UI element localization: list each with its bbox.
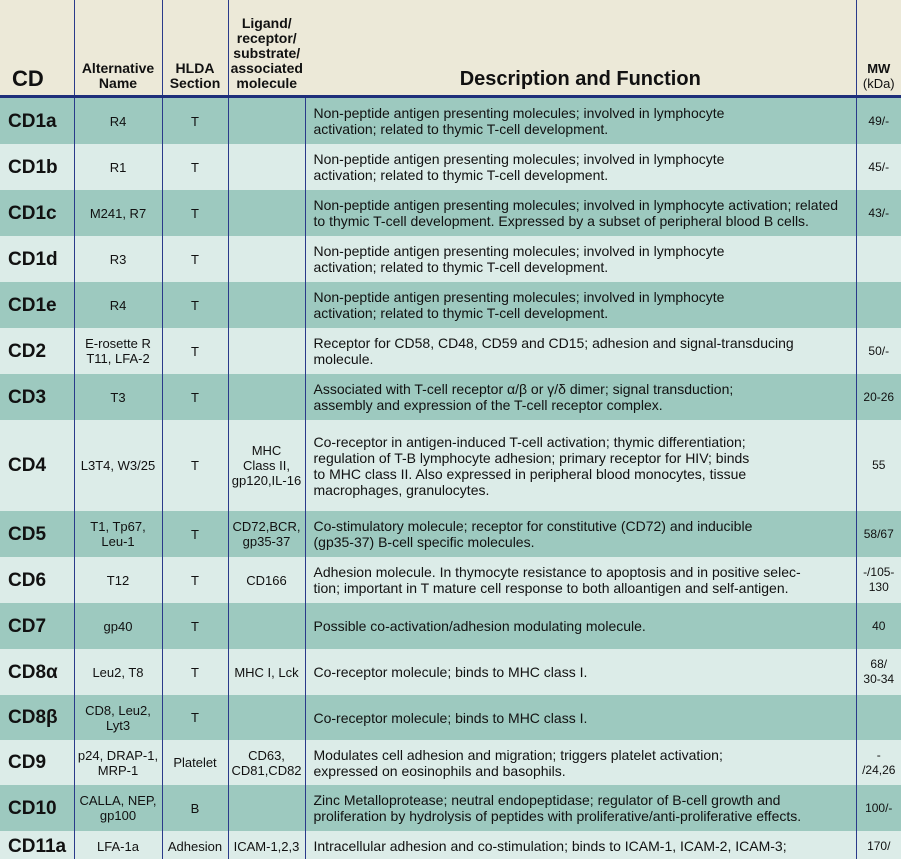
ligand-cell bbox=[228, 420, 305, 511]
header-cd: CD bbox=[0, 0, 74, 97]
header-mw bbox=[856, 0, 901, 97]
description-line: activation; related to thymic T-cell development. bbox=[313, 305, 609, 321]
ligand-cell bbox=[228, 374, 305, 420]
mw-cell bbox=[856, 374, 901, 420]
description-cell bbox=[305, 557, 856, 603]
header-description: Description and Function bbox=[305, 0, 856, 97]
cd-cell: CD1b bbox=[0, 144, 74, 190]
alternative-name-cell bbox=[74, 374, 162, 420]
alternative-name-line: T1, Tp67, bbox=[90, 519, 146, 534]
mw-line: 100/- bbox=[865, 800, 893, 815]
description-line: macrophages, granulocytes. bbox=[313, 481, 490, 498]
hlda-section-cell: T bbox=[162, 374, 228, 420]
cd-cell: CD1a bbox=[0, 97, 74, 145]
table-row bbox=[0, 97, 901, 145]
description-line: Non-peptide antigen presenting molecules; involved in lymphocyte bbox=[313, 243, 725, 259]
ligand-cell bbox=[228, 511, 305, 557]
mw-line: 49/- bbox=[868, 113, 890, 128]
alternative-name-line: R4 bbox=[109, 113, 127, 129]
ligand-cell bbox=[228, 236, 305, 282]
description-line: Co-receptor molecule; binds to MHC class I. bbox=[313, 709, 588, 726]
hlda-section-cell: T bbox=[162, 236, 228, 282]
mw-cell bbox=[856, 511, 901, 557]
description-cell bbox=[305, 785, 856, 831]
description-line: assembly and expression of the T-cell receptor complex. bbox=[313, 397, 663, 413]
alternative-name-cell bbox=[74, 557, 162, 603]
description-cell bbox=[305, 649, 856, 695]
hlda-section-cell: T bbox=[162, 695, 228, 740]
header-line: Name bbox=[98, 75, 138, 91]
ligand-cell bbox=[228, 831, 305, 859]
alternative-name-cell bbox=[74, 695, 162, 740]
description-line: Receptor for CD58, CD48, CD59 and CD15; adhesion and signal-transducing bbox=[313, 335, 794, 351]
mw-line: 170/ bbox=[867, 838, 891, 853]
header-line: molecule bbox=[236, 75, 298, 91]
ligand-line: CD81,CD82 bbox=[231, 762, 302, 778]
ligand-cell bbox=[228, 328, 305, 374]
ligand-line: CD63, bbox=[248, 747, 285, 763]
mw-line: 55 bbox=[872, 458, 886, 472]
ligand-cell bbox=[228, 557, 305, 603]
alternative-name-line: M241, R7 bbox=[89, 205, 147, 221]
mw-line: 130 bbox=[868, 580, 889, 594]
mw-cell bbox=[856, 557, 901, 603]
mw-line: -/105- bbox=[863, 565, 895, 579]
cd-cell: CD1c bbox=[0, 190, 74, 236]
alternative-name-line: E-rosette R bbox=[85, 336, 151, 351]
description-line: Intracellular adhesion and co-stimulation; binds to ICAM-1, ICAM-2, ICAM-3; bbox=[313, 838, 787, 854]
alternative-name-cell bbox=[74, 190, 162, 236]
ligand-cell bbox=[228, 740, 305, 785]
header-alternative-name bbox=[74, 0, 162, 97]
header-hlda-section bbox=[162, 0, 228, 97]
hlda-section-cell: T bbox=[162, 144, 228, 190]
cd-cell: CD8α bbox=[0, 649, 74, 695]
description-cell bbox=[305, 282, 856, 328]
mw-cell bbox=[856, 649, 901, 695]
alternative-name-line: gp100 bbox=[99, 808, 137, 823]
table-row bbox=[0, 557, 901, 603]
description-line: Possible co-activation/adhesion modulating molecule. bbox=[313, 618, 646, 634]
description-line: Modulates cell adhesion and migration; triggers platelet activation; bbox=[313, 746, 723, 763]
description-line: activation; related to thymic T-cell development. bbox=[313, 167, 609, 183]
ligand-cell bbox=[228, 97, 305, 145]
alternative-name-line: Lyt3 bbox=[105, 717, 131, 733]
table-row bbox=[0, 740, 901, 785]
cd-cell: CD10 bbox=[0, 785, 74, 831]
ligand-cell bbox=[228, 282, 305, 328]
cd-cell: CD4 bbox=[0, 420, 74, 511]
description-cell bbox=[305, 511, 856, 557]
alternative-name-line: R3 bbox=[109, 251, 127, 267]
description-cell bbox=[305, 328, 856, 374]
cd-cell: CD2 bbox=[0, 328, 74, 374]
mw-cell bbox=[856, 695, 901, 740]
hlda-section-cell: Adhesion bbox=[162, 831, 228, 859]
description-line: to MHC class II. Also expressed in peripheral blood monocytes, tissue bbox=[313, 465, 747, 482]
alternative-name-cell bbox=[74, 236, 162, 282]
alternative-name-line: Leu-1 bbox=[101, 534, 135, 549]
cd-cell: CD7 bbox=[0, 603, 74, 649]
alternative-name-cell bbox=[74, 144, 162, 190]
description-line: Co-stimulatory molecule; receptor for constitutive (CD72) and inducible bbox=[313, 518, 753, 534]
alternative-name-line: T3 bbox=[110, 389, 126, 405]
description-cell bbox=[305, 190, 856, 236]
description-line: Non-peptide antigen presenting molecules; involved in lymphocyte bbox=[313, 151, 725, 167]
table-row bbox=[0, 144, 901, 190]
alternative-name-line: CD8, Leu2, bbox=[85, 702, 151, 718]
ligand-cell bbox=[228, 144, 305, 190]
mw-cell bbox=[856, 190, 901, 236]
alternative-name-line: T11, LFA-2 bbox=[86, 351, 150, 366]
alternative-name-line: R4 bbox=[109, 297, 127, 313]
alternative-name-line: gp40 bbox=[103, 618, 133, 634]
description-cell bbox=[305, 144, 856, 190]
table-row bbox=[0, 785, 901, 831]
table-row bbox=[0, 603, 901, 649]
cd-cell: CD1e bbox=[0, 282, 74, 328]
table-row bbox=[0, 420, 901, 511]
ligand-line: MHC I, Lck bbox=[234, 664, 299, 680]
description-line: to thymic T-cell development. Expressed by a subset of peripheral blood B cells. bbox=[313, 213, 809, 229]
alternative-name-line: p24, DRAP-1, bbox=[77, 747, 159, 763]
description-line: regulation of T-B lymphocyte adhesion; primary receptor for HIV; binds bbox=[313, 449, 750, 466]
header-line: Ligand/ bbox=[241, 15, 292, 31]
alternative-name-line: R1 bbox=[109, 159, 127, 175]
mw-cell bbox=[856, 740, 901, 785]
ligand-cell bbox=[228, 649, 305, 695]
description-line: Non-peptide antigen presenting molecules; involved in lymphocyte bbox=[313, 105, 725, 121]
description-line: Associated with T-cell receptor α/β or γ/δ dimer; signal transduction; bbox=[313, 381, 734, 397]
header-ligand bbox=[228, 0, 305, 97]
cd-cell: CD6 bbox=[0, 557, 74, 603]
table-body bbox=[0, 97, 901, 859]
alternative-name-line: L3T4, W3/25 bbox=[80, 458, 156, 473]
description-line: Zinc Metalloprotease; neutral endopeptidase; regulator of B-cell growth and bbox=[313, 792, 781, 808]
alternative-name-line: T12 bbox=[106, 572, 130, 588]
mw-line: 20-26 bbox=[863, 389, 895, 404]
description-cell bbox=[305, 603, 856, 649]
mw-line: - bbox=[876, 747, 881, 762]
hlda-section-cell: B bbox=[162, 785, 228, 831]
cd-cell: CD5 bbox=[0, 511, 74, 557]
mw-line: 68/ bbox=[870, 657, 888, 671]
alternative-name-cell bbox=[74, 97, 162, 145]
hlda-section-cell: T bbox=[162, 97, 228, 145]
ligand-line: CD166 bbox=[246, 572, 287, 588]
header-line: receptor/ bbox=[236, 30, 297, 46]
description-line: activation; related to thymic T-cell development. bbox=[313, 259, 609, 275]
alternative-name-cell bbox=[74, 511, 162, 557]
mw-cell bbox=[856, 97, 901, 145]
mw-cell bbox=[856, 420, 901, 511]
description-line: Adhesion molecule. In thymocyte resistance to apoptosis and in positive selec- bbox=[313, 564, 801, 580]
table-row bbox=[0, 236, 901, 282]
description-line: Non-peptide antigen presenting molecules; involved in lymphocyte bbox=[313, 289, 725, 305]
ligand-cell bbox=[228, 190, 305, 236]
cd-cell: CD11a bbox=[0, 831, 74, 859]
ligand-line: MHC bbox=[251, 443, 282, 458]
hlda-section-cell: T bbox=[162, 511, 228, 557]
alternative-name-cell bbox=[74, 328, 162, 374]
table-row bbox=[0, 328, 901, 374]
alternative-name-cell bbox=[74, 282, 162, 328]
mw-cell bbox=[856, 603, 901, 649]
ligand-cell bbox=[228, 695, 305, 740]
mw-cell bbox=[856, 328, 901, 374]
hlda-section-cell: T bbox=[162, 420, 228, 511]
hlda-section-cell: T bbox=[162, 282, 228, 328]
alternative-name-line: MRP-1 bbox=[97, 762, 139, 778]
cd-cell: CD1d bbox=[0, 236, 74, 282]
header-line: Section bbox=[169, 75, 221, 91]
alternative-name-cell bbox=[74, 740, 162, 785]
description-cell bbox=[305, 374, 856, 420]
alternative-name-cell bbox=[74, 603, 162, 649]
description-cell bbox=[305, 695, 856, 740]
description-line: (gp35-37) B-cell specific molecules. bbox=[313, 534, 535, 550]
hlda-section-cell: T bbox=[162, 328, 228, 374]
description-cell bbox=[305, 420, 856, 511]
description-cell bbox=[305, 236, 856, 282]
header-line: Alternative bbox=[81, 60, 155, 76]
header-mw-label: MW bbox=[867, 61, 891, 76]
description-line: proliferation by hydrolysis of peptides with proliferative/anti-proliferative effects. bbox=[313, 808, 802, 824]
alternative-name-cell bbox=[74, 831, 162, 859]
table-row bbox=[0, 649, 901, 695]
mw-line: 58/67 bbox=[863, 526, 894, 541]
ligand-line: Class II, bbox=[243, 458, 290, 473]
table-row bbox=[0, 695, 901, 740]
alternative-name-cell bbox=[74, 420, 162, 511]
cd-cell: CD9 bbox=[0, 740, 74, 785]
header-line: associated bbox=[230, 60, 303, 76]
mw-cell bbox=[856, 144, 901, 190]
mw-cell bbox=[856, 785, 901, 831]
mw-line: 40 bbox=[872, 618, 886, 633]
alternative-name-line: Leu2, T8 bbox=[92, 664, 144, 680]
mw-line: 43/- bbox=[868, 205, 890, 220]
mw-cell bbox=[856, 831, 901, 859]
mw-cell bbox=[856, 236, 901, 282]
ligand-line: CD72,BCR, bbox=[232, 519, 301, 534]
ligand-cell bbox=[228, 603, 305, 649]
description-cell bbox=[305, 97, 856, 145]
mw-cell bbox=[856, 282, 901, 328]
description-cell bbox=[305, 831, 856, 859]
description-line: tion; important in T mature cell response to both alloantigen and self-antigen. bbox=[313, 580, 789, 596]
hlda-section-cell: T bbox=[162, 557, 228, 603]
table-row bbox=[0, 511, 901, 557]
mw-line: 50/- bbox=[868, 343, 890, 358]
ligand-line: gp35-37 bbox=[242, 534, 291, 549]
description-line: expressed on eosinophils and basophils. bbox=[313, 762, 566, 779]
cd-cell: CD8β bbox=[0, 695, 74, 740]
table-row bbox=[0, 831, 901, 859]
hlda-section-cell: Platelet bbox=[162, 740, 228, 785]
hlda-section-cell: T bbox=[162, 649, 228, 695]
alternative-name-line: CALLA, NEP, bbox=[79, 793, 157, 808]
header-mw-unit: (kDa) bbox=[862, 76, 895, 91]
description-line: molecule. bbox=[313, 351, 374, 367]
description-line: Non-peptide antigen presenting molecules; involved in lymphocyte activation; related bbox=[313, 197, 839, 213]
table-row bbox=[0, 190, 901, 236]
description-cell bbox=[305, 740, 856, 785]
mw-line: 45/- bbox=[868, 159, 890, 174]
description-line: Co-receptor molecule; binds to MHC class I. bbox=[313, 664, 588, 680]
mw-line: 30-34 bbox=[863, 672, 895, 686]
ligand-line: ICAM-1,2,3 bbox=[233, 838, 300, 854]
ligand-line: gp120,IL-16 bbox=[231, 473, 302, 488]
table-row bbox=[0, 282, 901, 328]
header-line: HLDA bbox=[175, 60, 215, 76]
hlda-section-cell: T bbox=[162, 190, 228, 236]
table-header-row bbox=[0, 0, 901, 97]
description-line: activation; related to thymic T-cell development. bbox=[313, 121, 609, 137]
header-line: substrate/ bbox=[233, 45, 301, 61]
alternative-name-cell bbox=[74, 649, 162, 695]
alternative-name-cell bbox=[74, 785, 162, 831]
ligand-cell bbox=[228, 785, 305, 831]
alternative-name-line: LFA-1a bbox=[97, 838, 139, 854]
table-row bbox=[0, 374, 901, 420]
hlda-section-cell: T bbox=[162, 603, 228, 649]
cd-cell: CD3 bbox=[0, 374, 74, 420]
mw-line: /24,26 bbox=[862, 762, 896, 777]
description-line: Co-receptor in antigen-induced T-cell activation; thymic differentiation; bbox=[313, 433, 746, 450]
